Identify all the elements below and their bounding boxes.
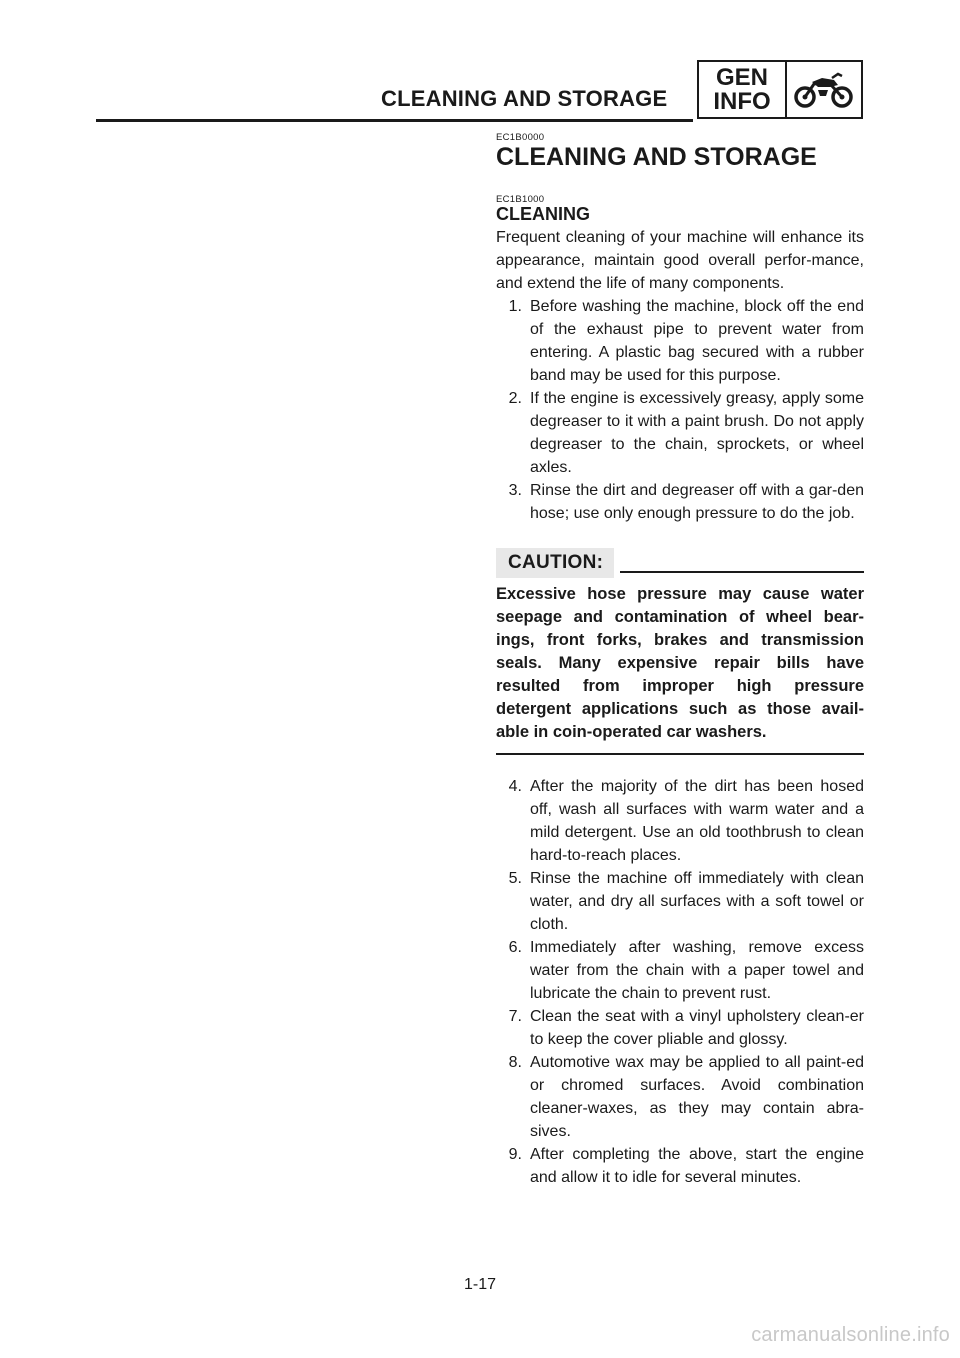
step-number: 6. [508,939,522,956]
list-item [496,1143,864,1189]
header-rule [96,119,693,122]
step-number: 1. [508,298,522,315]
section-badge-text [699,62,787,117]
list-item [496,479,864,525]
caution-label: CAUTION: [508,552,604,573]
subsection-code: EC1B1000 [496,194,545,205]
step-text: Automotive wax may be applied to all paint-ed or chromed surfaces. Avoid combination cleaner-waxes, as they may contain abra-sives. [530,1054,864,1140]
section-badge-line2: INFO [713,87,771,115]
step-text: After completing the above, start the engine and allow it to idle for several minutes. [530,1146,864,1186]
caution-rule [620,571,864,573]
list-item [496,1005,864,1051]
section-badge [697,60,863,119]
caution-header [496,548,864,578]
list-item [496,936,864,1005]
section-code: EC1B0000 [496,132,545,143]
section-title: CLEANING AND STORAGE [496,143,817,171]
step-number: 7. [508,1008,522,1025]
steps-list-second [496,775,864,1189]
step-number: 3. [508,482,522,499]
page-number: 1-17 [463,1276,497,1293]
step-text: Clean the seat with a vinyl upholstery clean-er to keep the cover pliable and glossy. [530,1008,864,1048]
list-item [496,775,864,867]
list-item [496,867,864,936]
step-text: Rinse the machine off immediately with clean water, and dry all surfaces with a soft towel or cloth. [530,870,864,933]
list-item [496,1051,864,1143]
subsection-title: CLEANING [496,204,590,224]
caution-bottom-rule [496,753,864,755]
step-number: 2. [508,390,522,407]
step-text: Rinse the dirt and degreaser off with a gar-den hose; use only enough pressure to do the job. [530,482,864,522]
step-text: If the engine is excessively greasy, apply some degreaser to it with a paint brush. Do not apply degreaser to the chain, sprockets, or wheel axles. [530,390,864,476]
steps-list-first [496,295,864,525]
step-text: Before washing the machine, block off the end of the exhaust pipe to prevent water from entering. A plastic bag secured with a rubber band may be used for this purpose. [530,298,864,384]
step-number: 4. [508,778,522,795]
motorcycle-icon [787,62,861,117]
step-number: 9. [508,1146,522,1163]
page-header-title: CLEANING AND STORAGE [381,86,668,111]
step-text: Immediately after washing, remove excess water from the chain with a paper towel and lubricate the chain to prevent rust. [530,939,864,1002]
step-number: 5. [508,870,522,887]
caution-text: Excessive hose pressure may cause water seepage and contamination of wheel bear-ings, front forks, brakes and transmission seals. Many expensive repair bills have resulted from improper high pressure detergent applications such as those avail-able in coin-operated car washers. [496,585,864,741]
intro-paragraph: Frequent cleaning of your machine will enhance its appearance, maintain good overall perfor-mance, and extend the life of many components. [496,229,864,292]
section-badge-line1: GEN [715,63,768,91]
step-number: 8. [508,1054,522,1071]
watermark: carmanualsonline.info [751,1324,950,1346]
list-item [496,295,864,387]
list-item [496,387,864,479]
step-text: After the majority of the dirt has been hosed off, wash all surfaces with warm water and a mild detergent. Use an old toothbrush to clean hard-to-reach places. [530,778,864,864]
caution-badge [496,548,614,578]
